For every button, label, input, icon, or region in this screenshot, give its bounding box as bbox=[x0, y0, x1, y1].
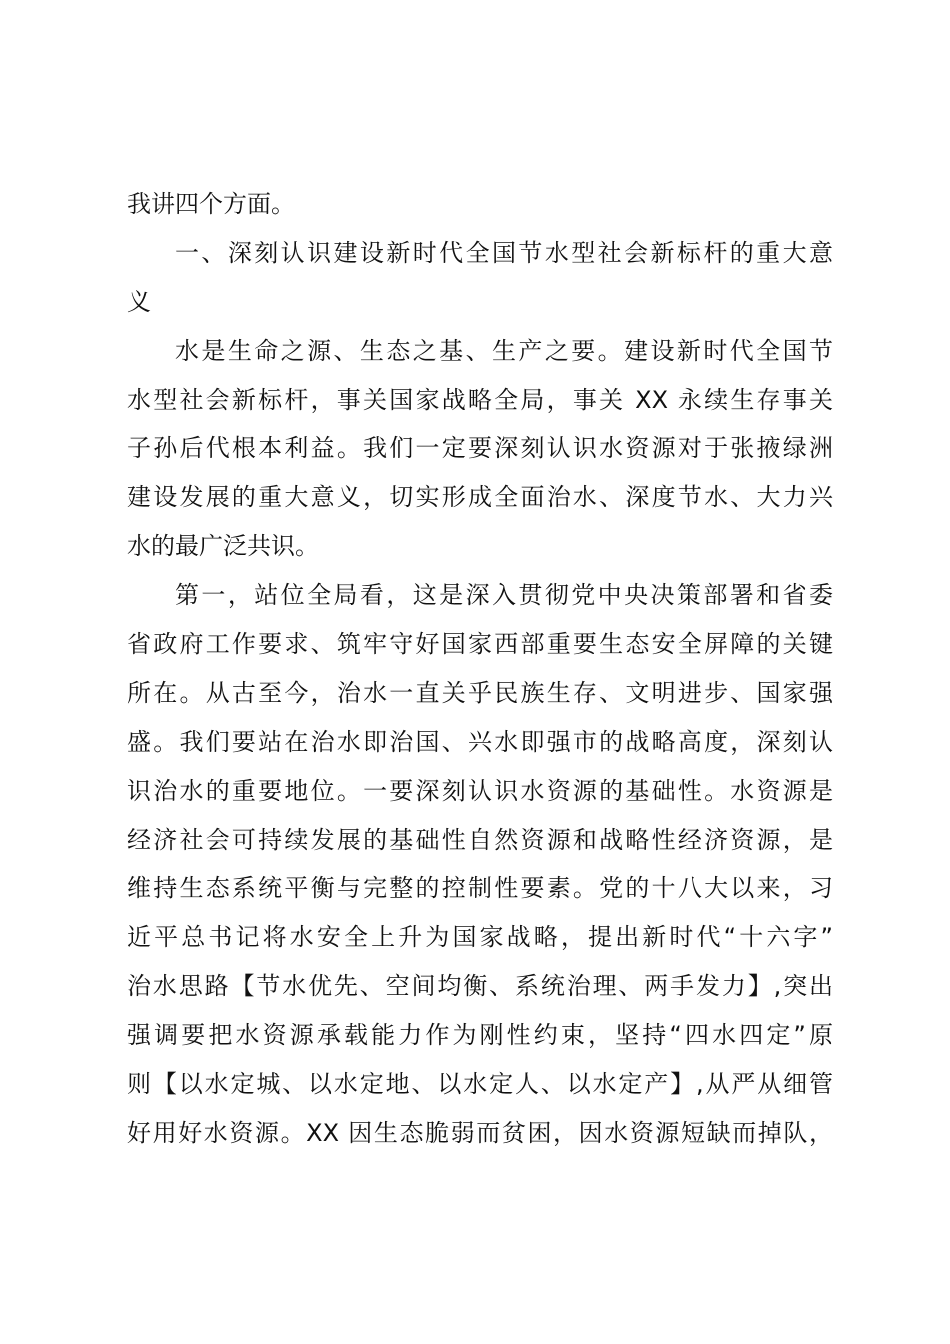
text-line: 经济社会可持续发展的基础性自然资源和战略性经济资源，是 bbox=[127, 825, 833, 854]
text-line: 强调要把水资源承载能力作为刚性约束，坚持“四水四定”原 bbox=[127, 1021, 833, 1050]
text-line: 水的最广泛共识。 bbox=[127, 532, 319, 561]
text-line: 水是生命之源、生态之基、生产之要。建设新时代全国节 bbox=[175, 336, 833, 365]
body-text bbox=[127, 180, 833, 1158]
text-line: 水型社会新标杆，事关国家战略全局，事关 XX 永续生存事关 bbox=[127, 385, 833, 414]
text-line: 治水思路【节水优先、空间均衡、系统治理、两手发力】,突出 bbox=[127, 972, 833, 1001]
text-line: 所在。从古至今，治水一直关乎民族生存、文明进步、国家强 bbox=[127, 678, 833, 707]
text-line: 好用好水资源。XX 因生态脆弱而贫困，因水资源短缺而掉队， bbox=[127, 1118, 833, 1147]
section-heading-line: 义 bbox=[127, 287, 151, 316]
text-line: 近平总书记将水安全上升为国家战略，提出新时代“十六字” bbox=[127, 923, 833, 952]
text-line: 第一，站位全局看，这是深入贯彻党中央决策部署和省委 bbox=[175, 581, 833, 610]
text-line: 子孙后代根本利益。我们一定要深刻认识水资源对于张掖绿洲 bbox=[127, 434, 833, 463]
text-line: 维持生态系统平衡与完整的控制性要素。党的十八大以来，习 bbox=[127, 874, 833, 903]
text-line: 则【以水定城、以水定地、以水定人、以水定产】,从严从细管 bbox=[127, 1070, 833, 1099]
text-line: 省政府工作要求、筑牢守好国家西部重要生态安全屏障的关键 bbox=[127, 630, 833, 659]
section-heading-line: 一、深刻认识建设新时代全国节水型社会新标杆的重大意 bbox=[175, 238, 833, 267]
text-line: 识治水的重要地位。一要深刻认识水资源的基础性。水资源是 bbox=[127, 776, 833, 805]
text-line: 盛。我们要站在治水即治国、兴水即强市的战略高度，深刻认 bbox=[127, 727, 833, 756]
text-line: 建设发展的重大意义，切实形成全面治水、深度节水、大力兴 bbox=[127, 483, 833, 512]
text-line: 我讲四个方面。 bbox=[127, 190, 295, 218]
